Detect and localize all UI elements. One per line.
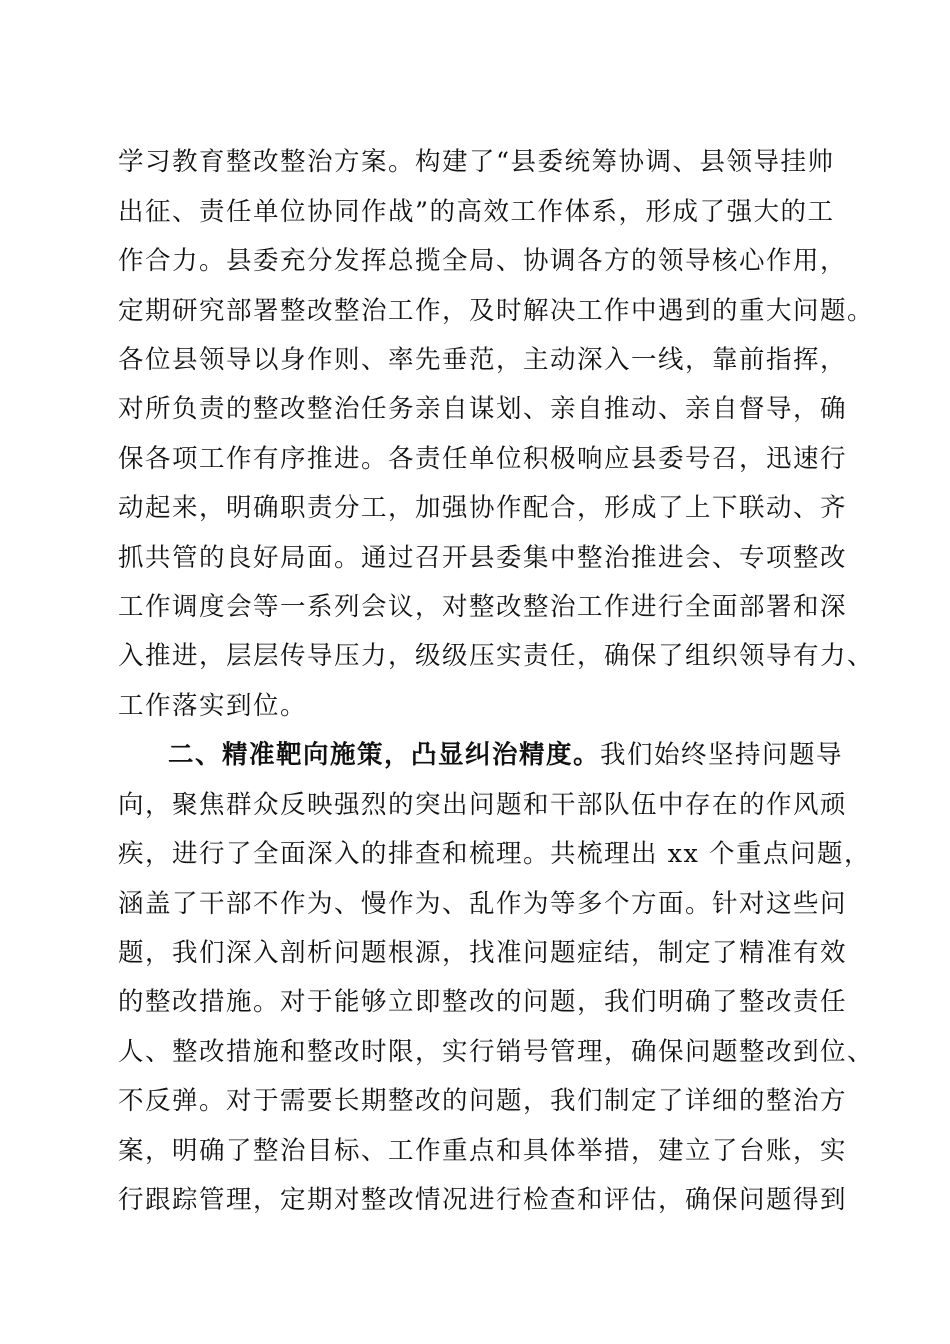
paragraph-line: 的整改措施。对于能够立即整改的问题，我们明确了整改责任 [118, 987, 848, 1017]
section-first-line [168, 735, 848, 775]
paragraph-line: 向，聚焦群众反映强烈的突出问题和干部队伍中存在的作风顽 [118, 790, 848, 820]
paragraph-line: 涵盖了干部不作为、慢作为、乱作为等多个方面。针对这些问 [118, 889, 848, 919]
paragraph-line: 动起来，明确职责分工，加强协作配合，形成了上下联动、齐 [118, 493, 848, 523]
paragraph-line: 入推进，层层传导压力，级级压实责任，确保了组织领导有力、 [118, 641, 875, 671]
paragraph-line: 工作落实到位。 [118, 691, 308, 721]
paragraph-line: 保各项工作有序推进。各责任单位积极响应县委号召，迅速行 [118, 444, 848, 474]
paragraph-line: 不反弹。对于需要长期整改的问题，我们制定了详细的整治方 [118, 1086, 848, 1116]
paragraph-line: 案，明确了整治目标、工作重点和具体举措，建立了台账，实 [118, 1136, 848, 1166]
paragraph-line: 定期研究部署整改整治工作，及时解决工作中遇到的重大问题。 [118, 296, 875, 326]
paragraph-line: 工作调度会等一系列会议，对整改整治工作进行全面部署和深 [118, 592, 848, 622]
paragraph-line: 对所负责的整改整治任务亲自谋划、亲自推动、亲自督导，确 [118, 394, 848, 424]
paragraph-line: 人、整改措施和整改时限，实行销号管理，确保问题整改到位、 [118, 1037, 875, 1067]
section-heading: 二、精准靶向施策，凸显纠治精度。 [168, 740, 601, 770]
paragraph-line: 行跟踪管理，定期对整改情况进行检查和评估，确保问题得到 [118, 1185, 848, 1215]
paragraph-line: 疾，进行了全面深入的排查和梳理。共梳理出 xx 个重点问题， [118, 839, 871, 869]
paragraph-line: 作合力。县委充分发挥总揽全局、协调各方的领导核心作用， [118, 246, 848, 276]
paragraph-line: 出征、责任单位协同作战”的高效工作体系，形成了强大的工 [118, 197, 835, 227]
paragraph-line: 抓共管的良好局面。通过召开县委集中整治推进会、专项整改 [118, 543, 848, 573]
paragraph-line: 学习教育整改整治方案。构建了“县委统筹协调、县领导挂帅 [118, 147, 835, 177]
paragraph-line: 各位县领导以身作则、率先垂范，主动深入一线，靠前指挥， [118, 345, 848, 375]
paragraph-line: 题，我们深入剖析问题根源，找准问题症结，制定了精准有效 [118, 938, 848, 968]
section-first-line-text: 我们始终坚持问题导 [600, 740, 844, 770]
